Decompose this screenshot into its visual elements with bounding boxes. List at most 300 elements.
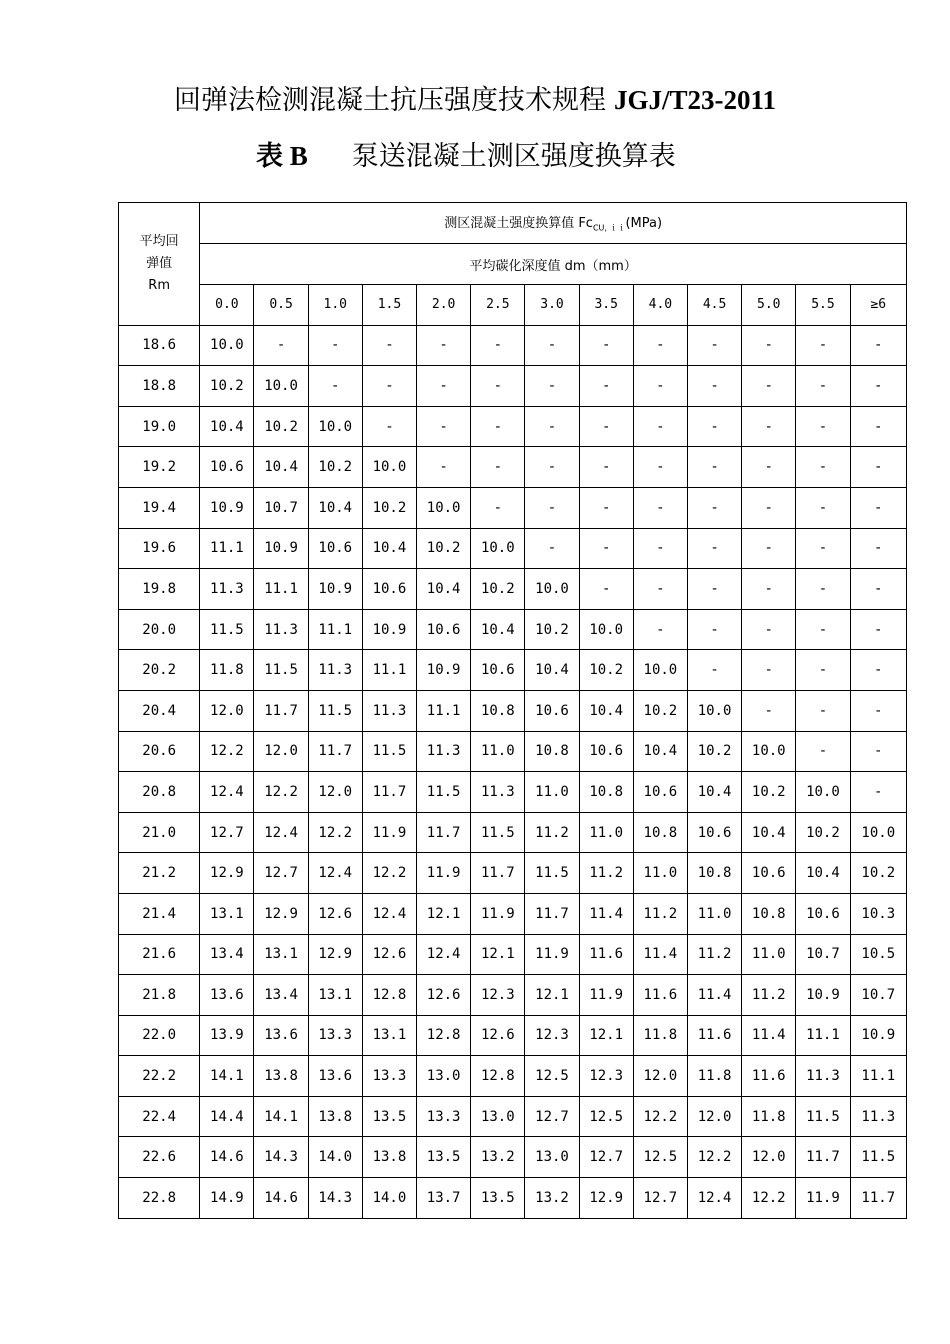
strength-value-cell: -	[687, 487, 741, 528]
strength-value-cell: 10.6	[525, 690, 579, 731]
strength-value-cell: 10.0	[200, 325, 254, 366]
table-row	[119, 447, 907, 488]
strength-value-cell: 10.9	[308, 569, 362, 610]
strength-value-cell: 14.4	[200, 1096, 254, 1137]
strength-header-unit: (MPa)	[625, 216, 663, 232]
strength-value-cell: 11.4	[742, 1015, 796, 1056]
strength-value-cell: -	[742, 406, 796, 447]
strength-value-cell: 10.2	[200, 366, 254, 407]
strength-value-cell: 10.0	[687, 690, 741, 731]
strength-value-cell: -	[687, 528, 741, 569]
strength-value-cell: 10.2	[362, 487, 416, 528]
rebound-value-cell: 20.6	[119, 731, 200, 772]
strength-value-cell: 10.2	[254, 406, 308, 447]
strength-value-cell: -	[850, 406, 906, 447]
strength-value-cell: -	[850, 528, 906, 569]
document-title	[0, 82, 950, 119]
depth-column-header: 1.0	[308, 285, 362, 326]
rebound-value-cell: 20.8	[119, 772, 200, 813]
strength-value-cell: 12.4	[687, 1178, 741, 1219]
strength-value-cell: 13.3	[308, 1015, 362, 1056]
strength-value-cell: 10.4	[308, 487, 362, 528]
strength-value-cell: 13.8	[254, 1056, 308, 1097]
strength-value-cell: 10.8	[525, 731, 579, 772]
strength-value-cell: 14.0	[308, 1137, 362, 1178]
table-row	[119, 1015, 907, 1056]
header-row-carbonation	[119, 244, 907, 285]
rebound-value-cell: 22.8	[119, 1178, 200, 1219]
strength-value-cell: -	[471, 447, 525, 488]
strength-value-cell: 13.1	[254, 934, 308, 975]
strength-value-cell: 13.1	[200, 893, 254, 934]
strength-value-cell: 10.0	[254, 366, 308, 407]
strength-value-cell: 10.9	[417, 650, 471, 691]
header-row-depths	[119, 285, 907, 326]
strength-value-cell: 12.1	[417, 893, 471, 934]
strength-value-cell: 10.6	[742, 853, 796, 894]
standard-code: JGJ/T23-2011	[613, 85, 776, 115]
strength-value-cell: 11.8	[687, 1056, 741, 1097]
strength-value-cell: 10.4	[362, 528, 416, 569]
strength-value-cell: 13.6	[308, 1056, 362, 1097]
strength-value-cell: 11.1	[362, 650, 416, 691]
strength-value-cell: 12.4	[308, 853, 362, 894]
strength-value-cell: 14.9	[200, 1178, 254, 1219]
strength-value-cell: 12.3	[471, 975, 525, 1016]
strength-value-cell: 10.7	[850, 975, 906, 1016]
strength-value-cell: 10.6	[308, 528, 362, 569]
strength-value-cell: -	[417, 325, 471, 366]
strength-value-cell: -	[850, 650, 906, 691]
strength-value-cell: 11.2	[633, 893, 687, 934]
strength-value-cell: 10.0	[525, 569, 579, 610]
strength-value-cell: 10.8	[471, 690, 525, 731]
rebound-value-cell: 19.6	[119, 528, 200, 569]
strength-value-cell: 11.5	[525, 853, 579, 894]
strength-value-cell: 10.4	[796, 853, 850, 894]
strength-value-cell: 10.4	[200, 406, 254, 447]
strength-value-cell: -	[633, 447, 687, 488]
strength-value-cell: 11.5	[200, 609, 254, 650]
strength-value-cell: 12.7	[200, 812, 254, 853]
strength-value-cell: 10.0	[471, 528, 525, 569]
strength-value-cell: 11.3	[254, 609, 308, 650]
strength-value-cell: 10.0	[850, 812, 906, 853]
strength-value-cell: 10.0	[633, 650, 687, 691]
strength-value-cell: 11.7	[254, 690, 308, 731]
rebound-value-cell: 21.0	[119, 812, 200, 853]
strength-value-cell: 12.4	[254, 812, 308, 853]
strength-value-cell: -	[850, 447, 906, 488]
strength-value-cell: 11.3	[850, 1096, 906, 1137]
strength-value-cell: 11.7	[417, 812, 471, 853]
strength-value-cell: -	[308, 325, 362, 366]
strength-value-cell: 11.4	[579, 893, 633, 934]
strength-value-cell: -	[850, 609, 906, 650]
rebound-value-cell: 21.8	[119, 975, 200, 1016]
strength-value-cell: -	[471, 366, 525, 407]
strength-value-cell: 11.3	[362, 690, 416, 731]
strength-value-cell: 10.4	[471, 609, 525, 650]
strength-value-cell: -	[796, 609, 850, 650]
strength-value-cell: -	[633, 366, 687, 407]
table-name: 泵送混凝土测区强度换算表	[351, 141, 676, 172]
strength-value-cell: 11.8	[742, 1096, 796, 1137]
strength-value-cell: 12.4	[362, 893, 416, 934]
strength-value-cell: -	[362, 406, 416, 447]
strength-value-cell: 14.3	[308, 1178, 362, 1219]
strength-value-cell: -	[417, 406, 471, 447]
strength-value-cell: 10.3	[850, 893, 906, 934]
strength-value-cell: 10.4	[417, 569, 471, 610]
strength-value-cell: 12.1	[525, 975, 579, 1016]
strength-value-cell: 11.5	[417, 772, 471, 813]
strength-value-cell: 11.5	[471, 812, 525, 853]
strength-value-cell: -	[742, 325, 796, 366]
strength-value-cell: 10.2	[471, 569, 525, 610]
strength-value-cell: 12.5	[579, 1096, 633, 1137]
table-row	[119, 528, 907, 569]
strength-value-cell: 10.2	[796, 812, 850, 853]
strength-value-cell: -	[687, 366, 741, 407]
strength-value-cell: 14.6	[200, 1137, 254, 1178]
depth-column-header: 1.5	[362, 285, 416, 326]
strength-value-cell: 11.7	[850, 1178, 906, 1219]
rebound-value-cell: 19.2	[119, 447, 200, 488]
strength-value-cell: 12.2	[687, 1137, 741, 1178]
strength-value-cell: 12.9	[200, 853, 254, 894]
strength-value-cell: 13.6	[254, 1015, 308, 1056]
strength-value-cell: -	[796, 569, 850, 610]
strength-value-cell: -	[796, 731, 850, 772]
strength-value-cell: 10.8	[742, 893, 796, 934]
strength-value-cell: 11.8	[633, 1015, 687, 1056]
rebound-value-cell: 19.8	[119, 569, 200, 610]
table-row	[119, 1096, 907, 1137]
strength-value-cell: 11.8	[200, 650, 254, 691]
strength-value-cell: 10.8	[687, 853, 741, 894]
strength-value-cell: 13.6	[200, 975, 254, 1016]
strength-value-cell: -	[362, 366, 416, 407]
strength-value-cell: -	[742, 609, 796, 650]
rebound-value-cell: 22.0	[119, 1015, 200, 1056]
depth-column-header: 3.5	[579, 285, 633, 326]
strength-value-cell: 11.1	[308, 609, 362, 650]
strength-value-cell: 13.3	[362, 1056, 416, 1097]
table-row	[119, 934, 907, 975]
table-label: 表 B	[256, 141, 308, 171]
strength-value-cell: 11.9	[417, 853, 471, 894]
strength-value-cell: -	[633, 325, 687, 366]
strength-value-cell: -	[850, 731, 906, 772]
strength-value-cell: -	[417, 366, 471, 407]
strength-value-cell: -	[687, 650, 741, 691]
depth-column-header: ≥6	[850, 285, 906, 326]
strength-value-cell: -	[308, 366, 362, 407]
strength-value-cell: 13.9	[200, 1015, 254, 1056]
strength-value-cell: 11.6	[742, 1056, 796, 1097]
strength-value-cell: 11.2	[525, 812, 579, 853]
strength-header-subscript: CU, ｉｉ	[592, 223, 626, 233]
table-row	[119, 1137, 907, 1178]
strength-value-cell: 10.4	[742, 812, 796, 853]
strength-value-cell: 12.9	[308, 934, 362, 975]
strength-value-cell: 11.5	[254, 650, 308, 691]
strength-value-cell: 11.0	[525, 772, 579, 813]
rebound-value-cell: 20.2	[119, 650, 200, 691]
strength-value-cell: 11.9	[362, 812, 416, 853]
strength-value-cell: 10.2	[579, 650, 633, 691]
strength-value-cell: 10.0	[742, 731, 796, 772]
strength-value-cell: -	[525, 528, 579, 569]
strength-value-cell: -	[633, 487, 687, 528]
strength-value-cell: -	[796, 487, 850, 528]
strength-value-cell: 10.6	[796, 893, 850, 934]
strength-value-cell: -	[796, 650, 850, 691]
strength-value-cell: -	[742, 366, 796, 407]
table-row	[119, 975, 907, 1016]
strength-value-cell: 12.2	[308, 812, 362, 853]
strength-value-cell: 10.6	[200, 447, 254, 488]
strength-value-cell: 12.4	[417, 934, 471, 975]
strength-value-cell: -	[525, 325, 579, 366]
rebound-value-cell: 20.0	[119, 609, 200, 650]
strength-value-cell: 12.7	[579, 1137, 633, 1178]
rebound-value-cell: 22.2	[119, 1056, 200, 1097]
strength-value-cell: 11.1	[850, 1056, 906, 1097]
strength-value-cell: 11.3	[417, 731, 471, 772]
strength-value-cell: 10.6	[471, 650, 525, 691]
strength-value-cell: 11.2	[742, 975, 796, 1016]
strength-value-header	[200, 203, 907, 244]
depth-column-header: 0.5	[254, 285, 308, 326]
depth-column-header: 2.5	[471, 285, 525, 326]
strength-value-cell: 11.0	[742, 934, 796, 975]
strength-value-cell: 10.0	[579, 609, 633, 650]
strength-value-cell: -	[742, 487, 796, 528]
strength-value-cell: 12.3	[579, 1056, 633, 1097]
strength-value-cell: 10.4	[254, 447, 308, 488]
strength-value-cell: 13.5	[417, 1137, 471, 1178]
strength-value-cell: 13.2	[471, 1137, 525, 1178]
depth-column-header: 5.5	[796, 285, 850, 326]
strength-value-cell: -	[850, 325, 906, 366]
document-title-text: 回弹法检测混凝土抗压强度技术规程	[173, 85, 606, 116]
strength-value-cell: 10.5	[850, 934, 906, 975]
strength-value-cell: 11.5	[362, 731, 416, 772]
strength-value-cell: -	[254, 325, 308, 366]
rebound-value-cell: 19.0	[119, 406, 200, 447]
strength-value-cell: 11.1	[200, 528, 254, 569]
depth-column-header: 4.5	[687, 285, 741, 326]
strength-value-cell: -	[687, 325, 741, 366]
strength-value-cell: 11.1	[417, 690, 471, 731]
rebound-value-cell: 19.4	[119, 487, 200, 528]
strength-value-cell: 10.0	[362, 447, 416, 488]
strength-value-cell: -	[742, 650, 796, 691]
rebound-value-cell: 18.8	[119, 366, 200, 407]
strength-value-cell: 11.3	[200, 569, 254, 610]
strength-value-cell: -	[850, 690, 906, 731]
strength-value-cell: 11.7	[308, 731, 362, 772]
strength-value-cell: -	[742, 447, 796, 488]
rebound-value-cell: 20.4	[119, 690, 200, 731]
strength-value-cell: 10.4	[687, 772, 741, 813]
strength-value-cell: 10.8	[633, 812, 687, 853]
strength-value-cell: 13.8	[308, 1096, 362, 1137]
strength-value-cell: 11.2	[579, 853, 633, 894]
strength-value-cell: 14.3	[254, 1137, 308, 1178]
strength-value-cell: 10.9	[200, 487, 254, 528]
strength-value-cell: 13.8	[362, 1137, 416, 1178]
carbonation-depth-header: 平均碳化深度值 dm（mm）	[200, 244, 907, 285]
strength-value-cell: -	[850, 569, 906, 610]
strength-value-cell: -	[471, 325, 525, 366]
strength-value-cell: -	[525, 366, 579, 407]
strength-value-cell: -	[687, 447, 741, 488]
table-row	[119, 731, 907, 772]
table-row	[119, 609, 907, 650]
table-row	[119, 325, 907, 366]
depth-column-header: 4.0	[633, 285, 687, 326]
strength-value-cell: 11.6	[579, 934, 633, 975]
table-row	[119, 690, 907, 731]
table-row	[119, 569, 907, 610]
strength-value-cell: 13.4	[254, 975, 308, 1016]
strength-value-cell: 10.6	[633, 772, 687, 813]
strength-value-cell: -	[579, 325, 633, 366]
strength-value-cell: 12.0	[254, 731, 308, 772]
strength-value-cell: -	[742, 569, 796, 610]
strength-value-cell: 11.7	[525, 893, 579, 934]
strength-value-cell: 12.0	[742, 1137, 796, 1178]
rebound-value-cell: 22.6	[119, 1137, 200, 1178]
strength-value-cell: 10.9	[362, 609, 416, 650]
strength-value-cell: 13.7	[417, 1178, 471, 1219]
strength-value-cell: 11.7	[362, 772, 416, 813]
strength-conversion-table	[118, 202, 907, 1219]
strength-value-cell: 12.5	[633, 1137, 687, 1178]
strength-value-cell: 12.6	[417, 975, 471, 1016]
strength-value-cell: -	[633, 609, 687, 650]
strength-value-cell: 10.6	[362, 569, 416, 610]
strength-value-cell: -	[579, 487, 633, 528]
strength-value-cell: 11.5	[850, 1137, 906, 1178]
table-row	[119, 853, 907, 894]
depth-column-header: 3.0	[525, 285, 579, 326]
strength-value-cell: 10.8	[579, 772, 633, 813]
strength-value-cell: -	[471, 406, 525, 447]
strength-value-cell: 11.4	[687, 975, 741, 1016]
rebound-header-line3: Rm	[148, 277, 170, 293]
strength-value-cell: 11.0	[579, 812, 633, 853]
strength-value-cell: -	[850, 772, 906, 813]
strength-value-cell: 11.1	[254, 569, 308, 610]
strength-value-cell: -	[525, 447, 579, 488]
strength-value-cell: 12.2	[362, 853, 416, 894]
strength-value-cell: 10.6	[687, 812, 741, 853]
rebound-value-cell: 21.2	[119, 853, 200, 894]
table-row	[119, 772, 907, 813]
rebound-header-line2: 弹值	[146, 255, 173, 271]
strength-value-cell: 11.7	[471, 853, 525, 894]
strength-value-cell: -	[633, 528, 687, 569]
strength-value-cell: -	[796, 447, 850, 488]
strength-value-cell: 14.1	[254, 1096, 308, 1137]
strength-value-cell: 12.8	[417, 1015, 471, 1056]
strength-value-cell: -	[687, 569, 741, 610]
strength-value-cell: -	[796, 325, 850, 366]
strength-value-cell: 12.2	[200, 731, 254, 772]
strength-value-cell: 12.8	[362, 975, 416, 1016]
strength-value-cell: 11.0	[471, 731, 525, 772]
strength-value-cell: 12.6	[362, 934, 416, 975]
strength-value-cell: -	[850, 366, 906, 407]
strength-value-cell: 10.2	[687, 731, 741, 772]
strength-value-cell: 11.5	[308, 690, 362, 731]
depth-column-header: 0.0	[200, 285, 254, 326]
table-row	[119, 1178, 907, 1219]
strength-value-cell: 10.4	[633, 731, 687, 772]
strength-value-cell: 11.3	[796, 1056, 850, 1097]
strength-value-cell: 12.4	[200, 772, 254, 813]
strength-value-cell: 14.0	[362, 1178, 416, 1219]
strength-value-cell: 12.0	[200, 690, 254, 731]
strength-value-cell: 12.7	[525, 1096, 579, 1137]
strength-value-cell: 11.6	[633, 975, 687, 1016]
strength-value-cell: -	[742, 528, 796, 569]
strength-value-cell: 12.1	[579, 1015, 633, 1056]
strength-value-cell: -	[687, 406, 741, 447]
strength-value-cell: 10.7	[254, 487, 308, 528]
strength-value-cell: 10.4	[579, 690, 633, 731]
strength-value-cell: -	[579, 447, 633, 488]
table-row	[119, 487, 907, 528]
strength-value-cell: 12.9	[579, 1178, 633, 1219]
strength-value-cell: 12.9	[254, 893, 308, 934]
strength-value-cell: 12.0	[687, 1096, 741, 1137]
strength-value-cell: 10.9	[850, 1015, 906, 1056]
strength-value-cell: 12.2	[254, 772, 308, 813]
table-row	[119, 650, 907, 691]
strength-value-cell: 11.6	[687, 1015, 741, 1056]
strength-value-cell: 10.7	[796, 934, 850, 975]
strength-value-cell: 10.2	[633, 690, 687, 731]
strength-value-cell: 14.6	[254, 1178, 308, 1219]
strength-value-cell: 12.6	[471, 1015, 525, 1056]
strength-value-cell: 14.1	[200, 1056, 254, 1097]
strength-value-cell: 11.0	[687, 893, 741, 934]
strength-value-cell: 10.2	[850, 853, 906, 894]
strength-value-cell: 12.0	[633, 1056, 687, 1097]
table-title	[256, 138, 676, 175]
strength-value-cell: 11.3	[308, 650, 362, 691]
strength-value-cell: 11.7	[796, 1137, 850, 1178]
strength-value-cell: 11.9	[579, 975, 633, 1016]
strength-value-cell: -	[525, 406, 579, 447]
strength-value-cell: -	[579, 528, 633, 569]
strength-value-cell: 13.3	[417, 1096, 471, 1137]
strength-value-cell: -	[687, 609, 741, 650]
strength-value-cell: 13.1	[308, 975, 362, 1016]
rebound-header-line1: 平均回	[139, 233, 179, 249]
strength-value-cell: 12.1	[471, 934, 525, 975]
strength-value-cell: 10.6	[417, 609, 471, 650]
strength-value-cell: -	[525, 487, 579, 528]
strength-value-cell: 12.2	[633, 1096, 687, 1137]
strength-value-cell: 12.7	[254, 853, 308, 894]
strength-value-cell: 11.3	[471, 772, 525, 813]
